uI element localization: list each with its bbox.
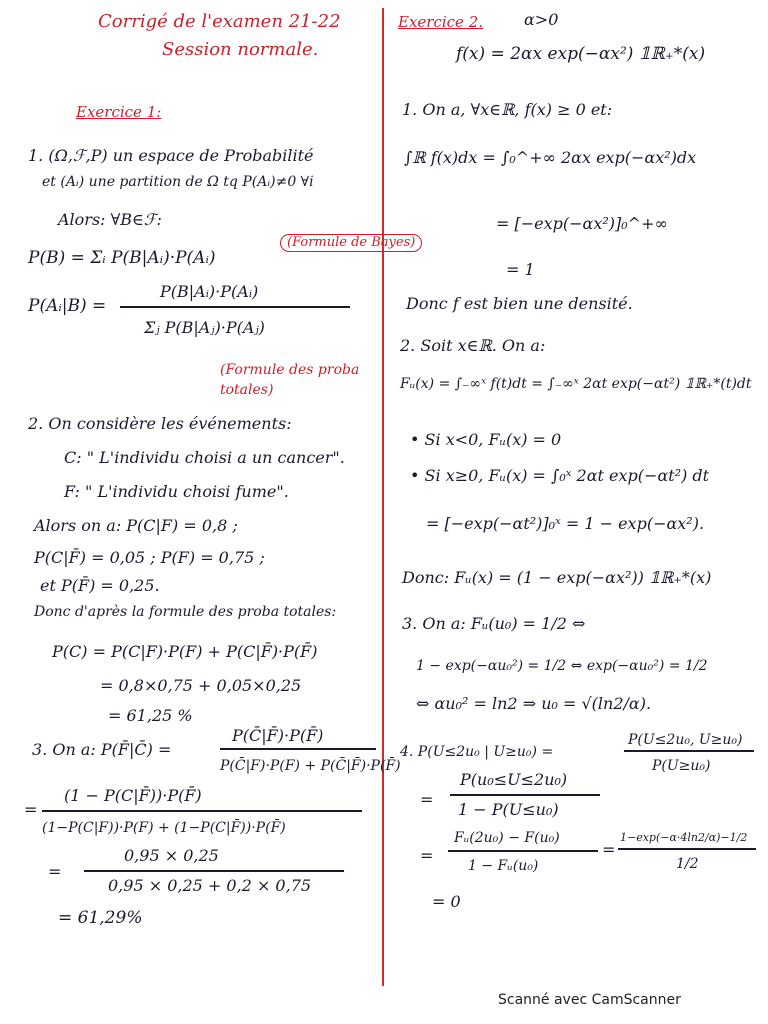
- ex2-q4-result: = 0: [432, 892, 461, 911]
- title-line-1: Corrigé de l'examen 21-22: [98, 11, 341, 32]
- ex2-q2-line5: = [−exp(−αt²)]₀ˣ = 1 − exp(−αx²).: [426, 514, 705, 533]
- cond-prob-fraction-bar: [120, 306, 350, 308]
- ex1-q3-fraction-bar: [220, 748, 376, 750]
- ex1-q1-line3: Alors: ∀B∈ℱ:: [58, 210, 162, 229]
- ex1-q3-eq1: =: [24, 800, 38, 819]
- ex2-q1-line3: = [−exp(−αx²)]₀^+∞: [496, 214, 668, 233]
- ex2-q4-eq1: =: [420, 790, 434, 809]
- exercise2-heading: Exercice 2.: [398, 13, 484, 31]
- ex1-q1-line2: et (Aᵢ) une partition de Ω tq P(Aᵢ)≠0 ∀i: [42, 174, 314, 190]
- column-divider: [382, 8, 384, 986]
- ex2-q2-line6: Donc: Fᵤ(x) = (1 − exp(−αx²)) 𝟙ℝ₊*(x): [402, 568, 712, 587]
- ex2-q4-fraction-bar-4: [618, 848, 756, 850]
- cond-prob-numerator: P(B|Aᵢ)·P(Aᵢ): [160, 282, 259, 301]
- alpha-condition: α>0: [524, 10, 559, 29]
- ex1-q3-denominator-2: 0,95 × 0,25 + 0,2 × 0,75: [108, 876, 312, 895]
- ex1-q3-step-denominator: (1−P(C|F))·P(F) + (1−P(C|F̄))·P(F̄): [42, 820, 286, 836]
- ex1-q2-line7: Donc d'après la formule des proba totales:: [34, 604, 337, 620]
- ex2-q2-line2: Fᵤ(x) = ∫₋∞ˣ f(t)dt = ∫₋∞ˣ 2αt exp(−αt²) 𝟙ℝ₊*(t)dt: [400, 376, 752, 392]
- ex2-q2-line4: • Si x≥0, Fᵤ(x) = ∫₀ˣ 2αt exp(−αt²) dt: [410, 466, 710, 485]
- ex2-q3-line1: 3. On a: Fᵤ(u₀) = 1/2 ⇔: [402, 614, 586, 633]
- ex2-q1-line4: = 1: [506, 260, 535, 279]
- scanner-watermark: Scanné avec CamScanner: [498, 992, 681, 1008]
- ex1-q1-line1: 1. (Ω,ℱ,P) un espace de Probabilité: [28, 146, 314, 165]
- bayes-formula: P(B) = Σᵢ P(B|Aᵢ)·P(Aᵢ): [28, 248, 216, 268]
- ex1-q2-line2: C: " L'individu choisi a un cancer".: [64, 448, 345, 467]
- ex2-q4-fraction-bar: [624, 750, 754, 752]
- ex1-q2-line8: P(C) = P(C|F)·P(F) + P(C|F̄)·P(F̄): [52, 642, 318, 661]
- ex1-q3-lhs: 3. On a: P(F̄|C̄) =: [32, 740, 172, 759]
- bayes-label: (Formule de Bayes): [280, 234, 422, 252]
- density-definition: f(x) = 2αx exp(−αx²) 𝟙ℝ₊*(x): [456, 44, 706, 64]
- ex2-q2-line1: 2. Soit x∈ℝ. On a:: [400, 336, 546, 355]
- ex2-q4-fraction-bar-2: [450, 794, 600, 796]
- ex2-q4-eq3: =: [602, 840, 616, 859]
- ex1-q2-line3: F: " L'individu choisi fume".: [64, 482, 289, 501]
- ex2-q4-fraction-bar-3: [448, 850, 598, 852]
- ex2-q4-denominator-4: 1/2: [676, 856, 699, 872]
- ex1-q2-line6: et P(F̄) = 0,25.: [40, 576, 160, 595]
- ex2-q2-line3: • Si x<0, Fᵤ(x) = 0: [410, 430, 562, 449]
- ex1-q3-step-fraction-bar: [42, 810, 362, 812]
- ex2-q4-numerator-3: Fᵤ(2u₀) − F(u₀): [454, 830, 560, 846]
- ex2-q4-denominator: P(U≥u₀): [652, 758, 711, 774]
- ex2-q1-line2: ∫ℝ f(x)dx = ∫₀^+∞ 2αx exp(−αx²)dx: [404, 148, 697, 167]
- ex2-q1-line5: Donc f est bien une densité.: [406, 294, 633, 313]
- ex1-q3-numerator-2: 0,95 × 0,25: [124, 846, 219, 865]
- ex2-q4-numerator-4: 1−exp(−α·4ln2/α)−1/2: [620, 831, 748, 844]
- ex1-q2-line5: P(C|F̄) = 0,05 ; P(F) = 0,75 ;: [34, 548, 265, 567]
- ex1-q2-line9: = 0,8×0,75 + 0,05×0,25: [100, 676, 302, 695]
- ex1-q2-line1: 2. On considère les événements:: [28, 414, 292, 433]
- ex1-q3-result: = 61,29%: [58, 908, 143, 928]
- title-line-2: Session normale.: [162, 39, 319, 60]
- total-prob-label: (Formule des proba totales): [220, 362, 360, 398]
- ex2-q4-eq2: =: [420, 846, 434, 865]
- ex1-q3-numerator: P(C̄|F̄)·P(F̄): [232, 726, 324, 745]
- ex1-q2-line4: Alors on a: P(C|F) = 0,8 ;: [34, 516, 238, 535]
- ex1-q3-eq2: =: [48, 862, 62, 881]
- ex1-q3-denominator: P(C̄|F)·P(F) + P(C̄|F̄)·P(F̄): [220, 758, 401, 774]
- exercise1-heading: Exercice 1:: [76, 103, 162, 121]
- ex2-q3-line2: 1 − exp(−αu₀²) = 1/2 ⇔ exp(−αu₀²) = 1/2: [416, 658, 708, 674]
- ex1-q3-fraction-bar-2: [84, 870, 344, 872]
- ex2-q4-denominator-2: 1 − P(U≤u₀): [458, 800, 559, 819]
- cond-prob-lhs: P(Aᵢ|B) =: [28, 296, 107, 316]
- cond-prob-denominator: Σⱼ P(B|Aⱼ)·P(Aⱼ): [144, 318, 265, 337]
- ex2-q4-lhs: 4. P(U≤2u₀ | U≥u₀) =: [400, 744, 554, 760]
- ex2-q3-line3: ⇔ αu₀² = ln2 ⇒ u₀ = √(ln2/α).: [416, 694, 652, 713]
- ex1-q2-line10: = 61,25 %: [108, 706, 193, 725]
- ex2-q4-numerator: P(U≤2u₀, U≥u₀): [628, 732, 743, 748]
- ex2-q4-denominator-3: 1 − Fᵤ(u₀): [468, 858, 539, 874]
- ex1-q3-step-numerator: (1 − P(C|F̄))·P(F̄): [64, 786, 202, 805]
- ex2-q4-numerator-2: P(u₀≤U≤2u₀): [460, 770, 568, 789]
- ex2-q1-line1: 1. On a, ∀x∈ℝ, f(x) ≥ 0 et:: [402, 100, 613, 119]
